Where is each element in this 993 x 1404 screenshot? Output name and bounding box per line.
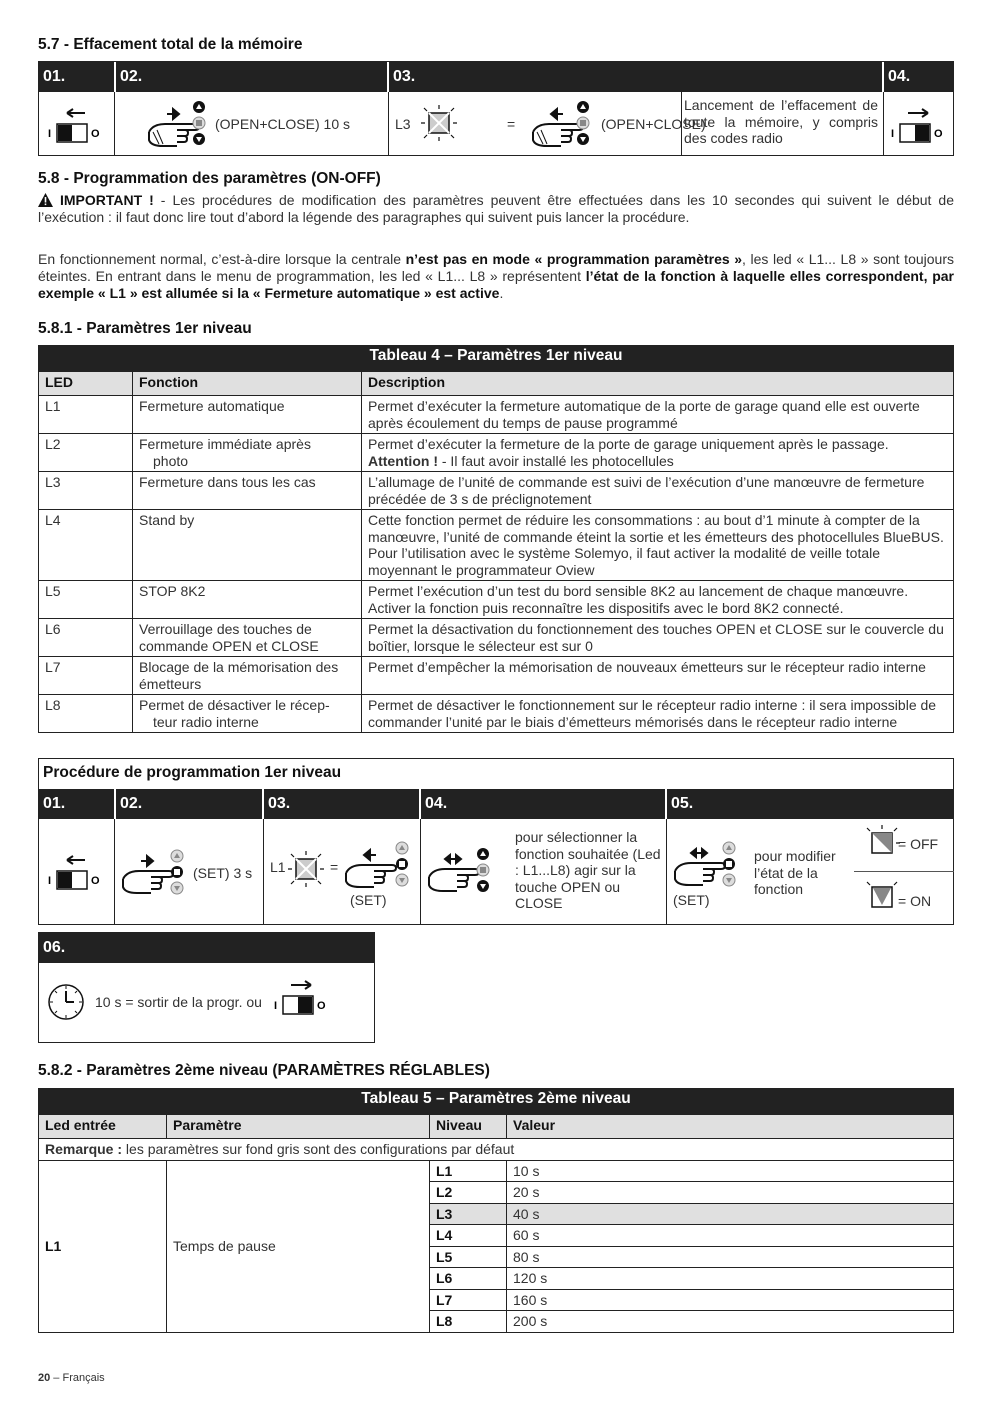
- level-cell: L1: [430, 1160, 507, 1182]
- function-cell: Verrouillage des touches de commande OPEN et CLOSE: [133, 619, 362, 657]
- level-cell: L7: [430, 1289, 507, 1311]
- function-cell: [133, 695, 362, 733]
- step-cell-2: [114, 92, 388, 155]
- section-5-8-2-title: 5.8.2 - Paramètres 2ème niveau (PARAMÈTRES RÉGLABLES): [38, 1062, 490, 1079]
- step-header: 02.: [115, 789, 262, 819]
- level-cell: L5: [430, 1246, 507, 1268]
- function-text: Fermeture immédiate après: [139, 436, 311, 452]
- state-on-label: = ON: [898, 893, 932, 909]
- svg-text:O: O: [91, 875, 100, 887]
- table-row: [39, 510, 954, 581]
- proc-cell-4: [420, 819, 666, 925]
- state-off-label: = OFF: [898, 836, 939, 852]
- led-cell: L2: [39, 434, 133, 472]
- function-text: photo: [153, 452, 189, 469]
- value-cell: 20 s: [507, 1182, 954, 1204]
- proc-cell-1: [39, 819, 114, 925]
- led-blink-icon: [421, 105, 457, 141]
- button-triple-icon: [721, 841, 737, 889]
- button-triple-icon: [191, 100, 207, 148]
- function-cell: Blocage de la mémorisation des émetteurs: [133, 657, 362, 695]
- equals: =: [330, 859, 339, 875]
- led-cell: L8: [39, 695, 133, 733]
- step-header: 01.: [39, 789, 114, 819]
- description-text: Permet d’exécuter la fermeture de la porte de garage uniquement après le passage.: [368, 436, 889, 452]
- clock-icon: [47, 983, 85, 1021]
- step-header: 04.: [420, 789, 665, 819]
- step-cell-4: [883, 92, 954, 155]
- step-header: 03.: [263, 789, 419, 819]
- led-on-icon: [864, 879, 900, 915]
- proc-cell-2: [114, 819, 263, 925]
- table-title: Tableau 5 – Paramètres 2ème niveau: [39, 1089, 954, 1115]
- remark-label: Remarque :: [45, 1141, 123, 1157]
- procedure-title: Procédure de programmation 1er niveau: [43, 764, 342, 781]
- switch-icon: [271, 978, 335, 1014]
- value-cell: 200 s: [507, 1311, 954, 1333]
- step2-text: (SET) 3 s: [193, 865, 253, 881]
- table-row: [39, 472, 954, 510]
- table-row: [39, 396, 954, 434]
- led-cell: L7: [39, 657, 133, 695]
- level-cell: L3: [430, 1203, 507, 1225]
- value-cell: 40 s: [507, 1203, 954, 1225]
- step4-text: pour sélectionner la fonction souhaitée (Led : L1...L8) agir sur la touche OPEN ou CLOSE: [515, 829, 661, 911]
- value-cell: 160 s: [507, 1289, 954, 1311]
- step-header: 01.: [39, 62, 114, 92]
- led-paragraph-text: .: [499, 285, 504, 301]
- proc-cell-5: [666, 819, 854, 925]
- value-cell: 80 s: [507, 1246, 954, 1268]
- step-header: 05.: [666, 789, 954, 819]
- description-text: - Il faut avoir installé les photocellules: [437, 452, 674, 469]
- procedure-box: [38, 758, 954, 925]
- led-off-icon: [864, 825, 900, 861]
- description-cell: Permet d’empêcher la mémorisation de nouveaux émetteurs sur le récepteur radio interne: [362, 657, 954, 695]
- button-triple-icon: [575, 100, 591, 148]
- step-header: 04.: [883, 62, 954, 92]
- level-cell: L2: [430, 1182, 507, 1204]
- led-paragraph-bold: n’est pas en mode « programmation paramètres »: [405, 251, 743, 267]
- column-header: Led entrée: [39, 1115, 167, 1139]
- set-label: (SET): [673, 892, 710, 908]
- svg-text:I: I: [891, 128, 895, 140]
- function-cell: Fermeture dans tous les cas: [133, 472, 362, 510]
- level-cell: L6: [430, 1268, 507, 1290]
- column-header: Paramètre: [167, 1115, 430, 1139]
- table-row: [39, 619, 954, 657]
- svg-text:O: O: [317, 1000, 326, 1012]
- step-header: 02.: [115, 62, 387, 92]
- button-triple-icon: [169, 849, 185, 897]
- led-paragraph-bold: l’état de la fonction à laquelle elles correspondent, par exemple « L1 » est allumée si la « Fermeture automatique » est active: [38, 268, 954, 301]
- important-paragraph: [38, 192, 954, 226]
- svg-text:I: I: [48, 128, 52, 140]
- remark-cell: [39, 1139, 954, 1161]
- step3-description: Lancement de l’effacement de toute la mémoire, y compris des codes radio: [684, 97, 878, 146]
- svg-text:I: I: [48, 875, 52, 887]
- warning-icon: [38, 193, 53, 207]
- step-cell-3-desc: [681, 92, 883, 155]
- level-cell: L8: [430, 1311, 507, 1333]
- section-5-8-1-title: 5.8.1 - Paramètres 1er niveau: [38, 320, 252, 337]
- function-text: teur radio interne: [153, 713, 259, 730]
- value-cell: 60 s: [507, 1225, 954, 1247]
- svg-text:I: I: [274, 1000, 278, 1012]
- table-row: [39, 657, 954, 695]
- page-number: 20: [38, 1372, 51, 1384]
- step2-text: (OPEN+CLOSE) 10 s: [215, 116, 350, 132]
- function-cell: STOP 8K2: [133, 581, 362, 619]
- function-cell: [133, 434, 362, 472]
- table-row: [39, 434, 954, 472]
- led-paragraph-text: En fonctionnement normal, c’est-à-dire lorsque la centrale: [38, 251, 406, 267]
- value-cell: 10 s: [507, 1160, 954, 1182]
- switch-icon: [45, 106, 109, 142]
- switch-icon: [888, 106, 952, 142]
- led-paragraph: [38, 251, 954, 302]
- parameter-cell: Temps de pause: [167, 1160, 430, 1332]
- page-language: – Français: [50, 1372, 105, 1384]
- led-cell: L4: [39, 510, 133, 581]
- state-divider: [854, 871, 954, 872]
- steps-5-7: [38, 61, 954, 156]
- led-cell: L6: [39, 619, 133, 657]
- led-cell: L5: [39, 581, 133, 619]
- section-5-8-title: 5.8 - Programmation des paramètres (ON-OFF): [38, 170, 381, 187]
- led-paragraph-text: , les led « L1... L8 » sont toujours éteintes. En entrant dans le menu de programmation, les led « L1... L8 » représentent: [38, 251, 954, 284]
- description-cell: Cette fonction permet de réduire les consommations : au bout d’1 minute à compter de la manœuvre, l’unité de commande éteint la sortie et les émetteurs des photocellules BlueBUS. Pour l’utilisation avec le système Solemyo, il faut activer la modalité de veille totale moyennant le programmateur Oview: [362, 510, 954, 581]
- step-header: 03.: [388, 62, 882, 92]
- description-cell: Permet la désactivation du fonctionnement des touches OPEN et CLOSE sur le couvercle du boîtier, lorsque le sélecteur est sur 0: [362, 619, 954, 657]
- function-cell: Fermeture automatique: [133, 396, 362, 434]
- table-row: [39, 1160, 954, 1182]
- step6-text: 10 s = sortir de la progr. ou: [95, 994, 262, 1010]
- attention-label: Attention !: [368, 452, 438, 469]
- table-5: [38, 1088, 954, 1333]
- function-text: Permet de désactiver le récep-: [139, 697, 330, 713]
- led-label: L3: [395, 116, 411, 132]
- important-text: - Les procédures de modification des paramètres peuvent être effectuées dans les 10 secondes qui suivent le début de l’exécution : il faut donc lire tout d’abord la légende des paragraphes qui suivent puis lancer la procédure.: [38, 192, 954, 225]
- set-label: (SET): [350, 892, 387, 908]
- button-triple-icon: [475, 847, 491, 895]
- description-cell: Permet de désactiver le fonctionnement sur le récepteur radio interne : il sera impossible de commander l’unité par le biais d’émetteurs mémorisés dans le récepteur radio interne: [362, 695, 954, 733]
- step-header: 06.: [39, 933, 374, 963]
- description-cell: [362, 434, 954, 472]
- step5-text: pour modifier l’état de la fonction: [754, 848, 836, 897]
- step-cell-3: [388, 92, 706, 155]
- equals: =: [507, 116, 516, 132]
- column-header: Fonction: [133, 372, 362, 396]
- value-cell: 120 s: [507, 1268, 954, 1290]
- description-cell: Permet l’exécution d’un test du bord sensible 8K2 au lancement de chaque manœuvre. Activer la fonction puis reconnaître les dispositifs avec le bord 8K2 connecté.: [362, 581, 954, 619]
- led-cell: L3: [39, 472, 133, 510]
- step3-text: (OPEN+CLOSE): [601, 116, 706, 132]
- button-triple-icon: [394, 841, 410, 889]
- step-cell-1: [39, 92, 114, 155]
- table-title: Tableau 4 – Paramètres 1er niveau: [39, 346, 954, 372]
- page-footer: [38, 1372, 105, 1384]
- remark-row: [39, 1139, 954, 1161]
- column-header: LED: [39, 372, 133, 396]
- important-label: IMPORTANT !: [59, 192, 154, 208]
- description-cell: Permet d’exécuter la fermeture automatique de la porte de garage quand elle est ouverte après écoulement du temps de pause programmé: [362, 396, 954, 434]
- led-blink-icon: [288, 851, 324, 887]
- column-header: Description: [362, 372, 954, 396]
- table-4: [38, 345, 954, 733]
- table-row: [39, 695, 954, 733]
- description-cell: L’allumage de l’unité de commande est suivi de l’exécution d’une manœuvre de fermeture précédée de 3 s de préclignotement: [362, 472, 954, 510]
- section-5-7-title: 5.7 - Effacement total de la mémoire: [38, 36, 303, 53]
- column-header: Valeur: [507, 1115, 954, 1139]
- proc-cell-5-states: [854, 819, 954, 925]
- hand-pointer-icon: [342, 841, 402, 891]
- column-header: Niveau: [430, 1115, 507, 1139]
- led-label: L1: [270, 859, 286, 875]
- level-cell: L4: [430, 1225, 507, 1247]
- proc-cell-3: [263, 819, 420, 925]
- switch-icon: [45, 853, 109, 889]
- table-row: [39, 581, 954, 619]
- svg-text:O: O: [91, 128, 100, 140]
- svg-text:O: O: [934, 128, 943, 140]
- led-entry-cell: L1: [39, 1160, 167, 1332]
- function-cell: Stand by: [133, 510, 362, 581]
- led-cell: L1: [39, 396, 133, 434]
- step-06-box: [38, 932, 375, 1043]
- remark-text: les paramètres sur fond gris sont des configurations par défaut: [122, 1141, 515, 1157]
